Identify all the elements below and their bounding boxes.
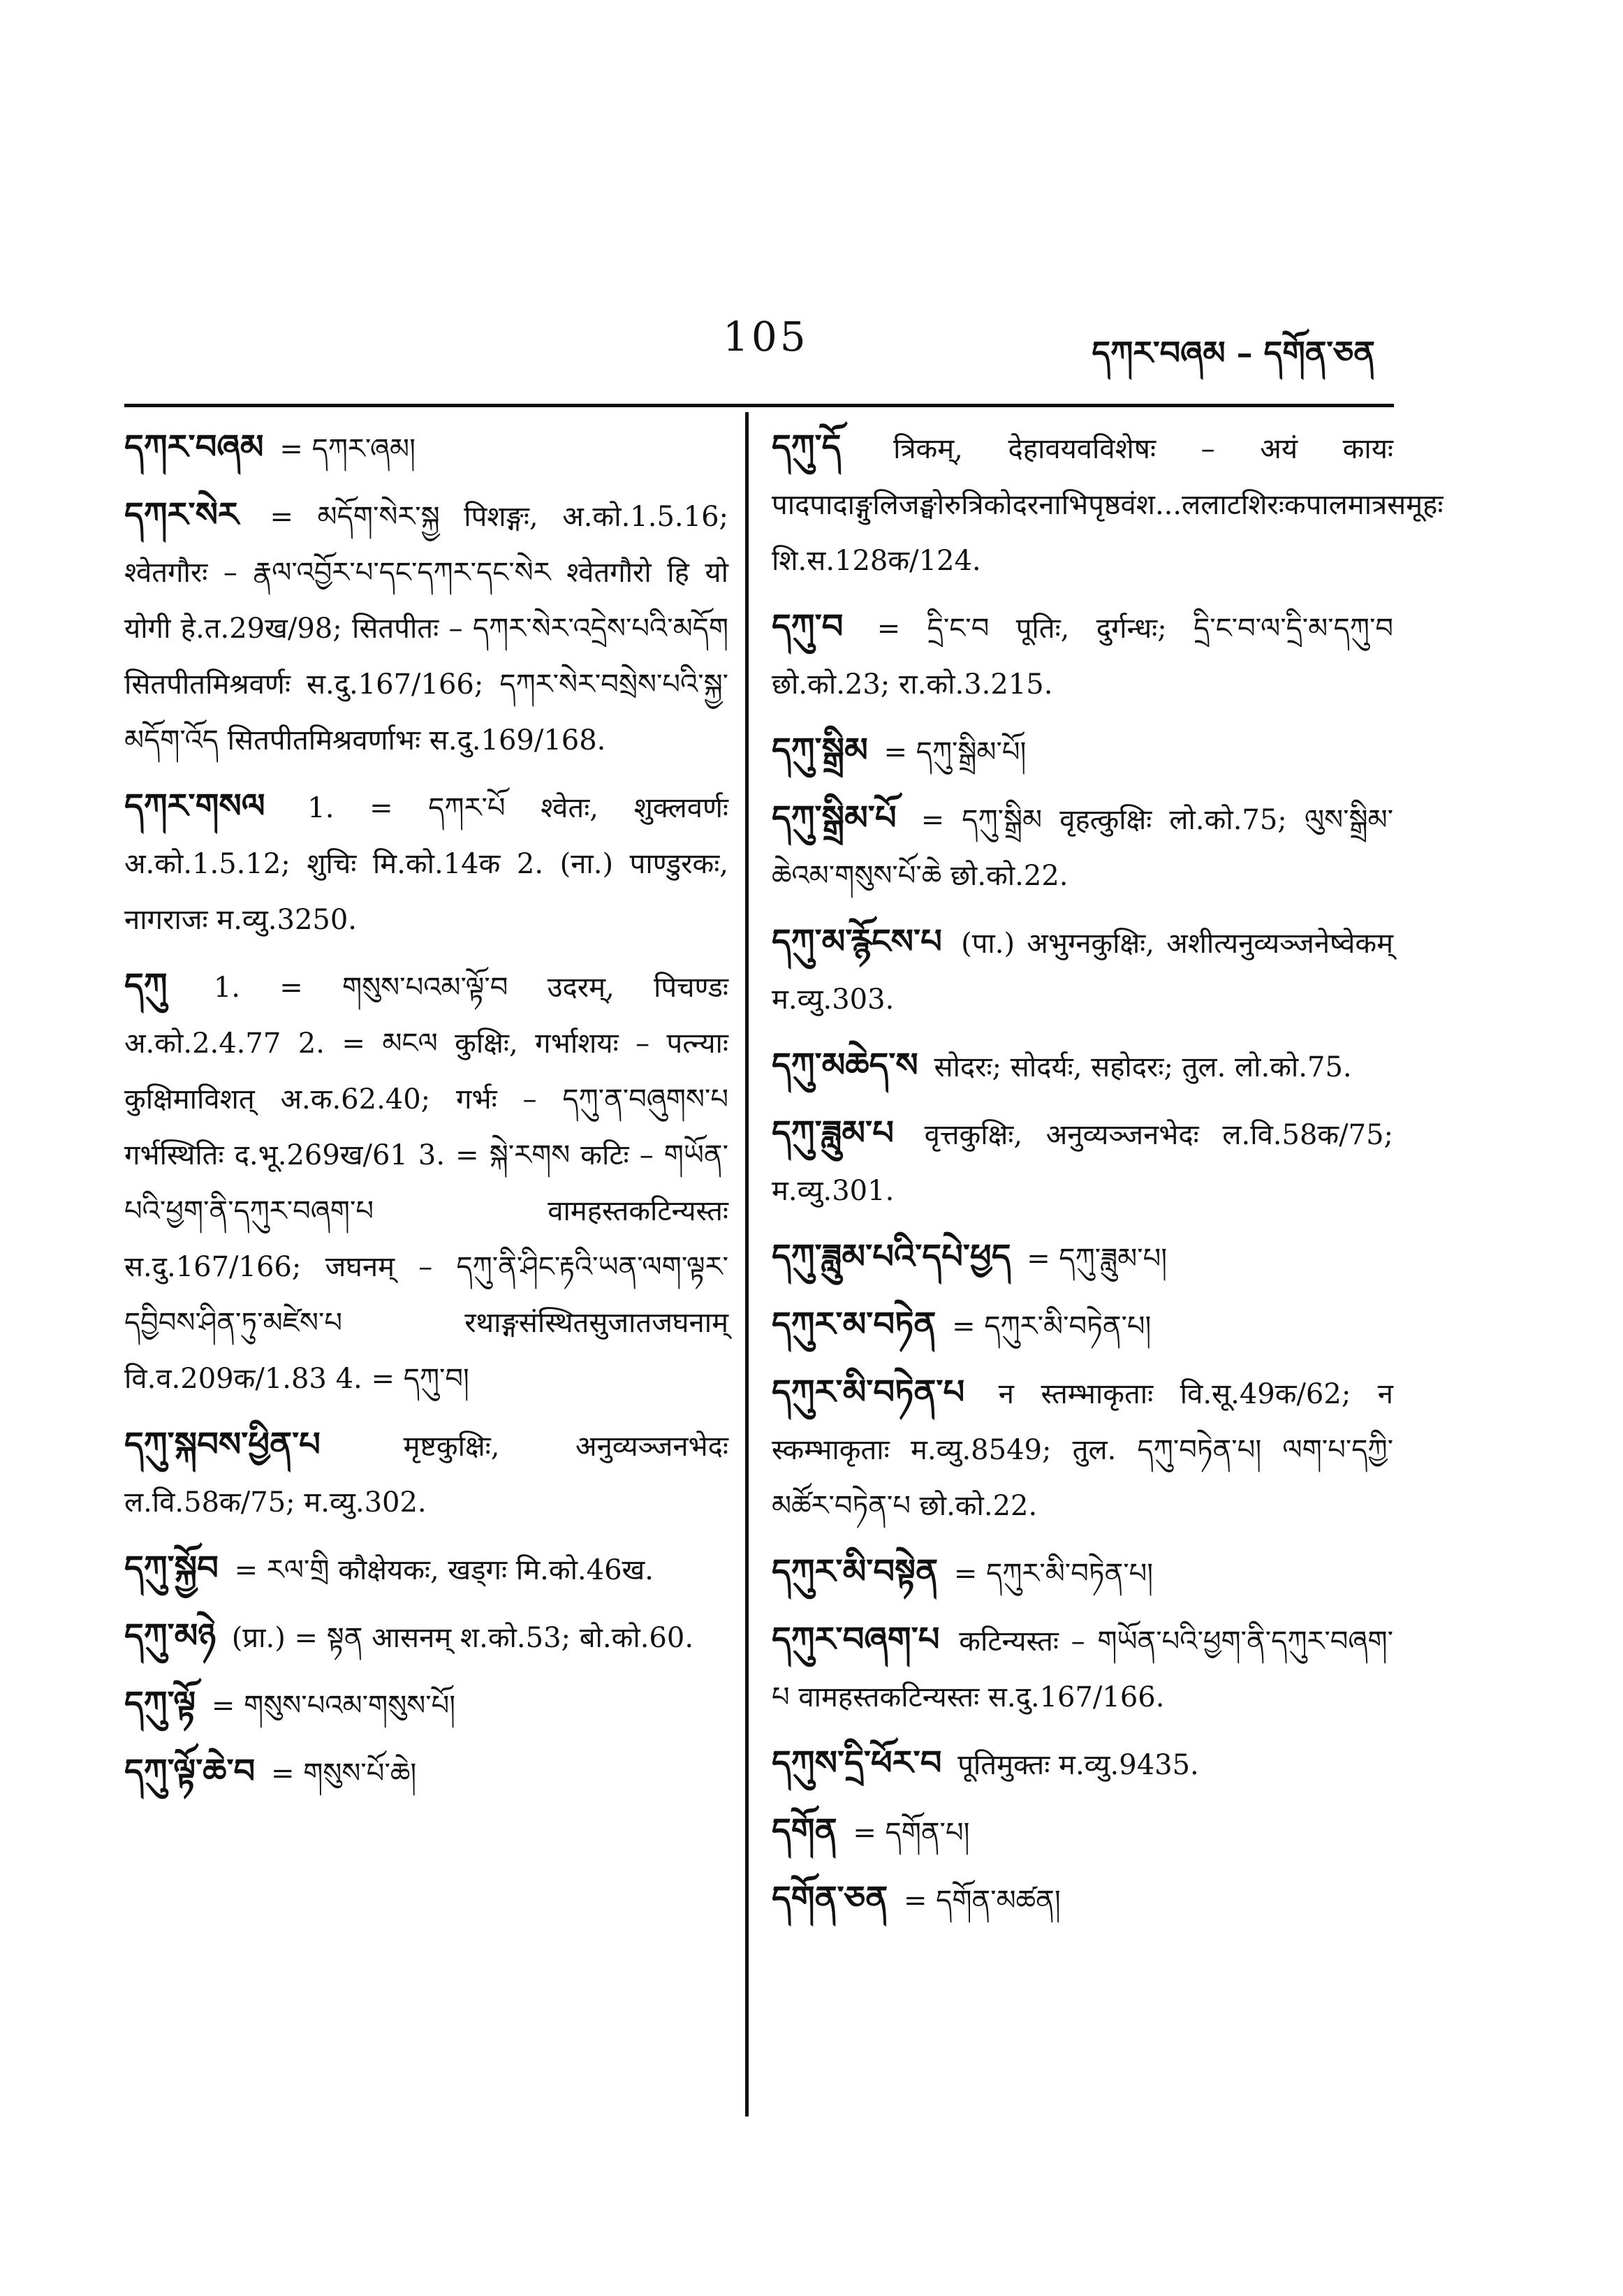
headword: དཀུ་མཆེད་ས	[772, 1046, 918, 1085]
dictionary-entry	[772, 1611, 1393, 1725]
headword: དཀུ་སྒྲིམ	[772, 731, 868, 770]
headword: དཀུ་སྒྲིམ་པོ	[772, 798, 897, 838]
dictionary-entry	[124, 1676, 728, 1734]
page-number: 105	[723, 313, 809, 360]
dictionary-entry	[772, 1364, 1393, 1534]
headword: དཀུ་ཟླུམ་པ	[772, 1113, 894, 1153]
dictionary-entry	[772, 1803, 1393, 1861]
entry-text: = དཀུ་སྒྲིམ वृहत्कुक्षिः लो.को.75; ལུས་སྒྲིམ་ཆེའམ་གསུས་པོ་ཆེ छो.को.22.	[772, 804, 1393, 892]
dictionary-entry	[772, 914, 1393, 1028]
headword: དཀར་བཞམ	[124, 427, 264, 467]
entry-text: = དགོན་མཚན།	[903, 1885, 1061, 1917]
dictionary-entry	[772, 1229, 1393, 1287]
dictionary-entry	[124, 1608, 728, 1666]
column-divider	[745, 412, 749, 2116]
dictionary-entry	[124, 1417, 728, 1530]
dictionary-entry	[124, 1540, 728, 1598]
dictionary-entry	[772, 722, 1393, 780]
headword: དཀུར་མ་བཏེན	[772, 1305, 937, 1344]
header-rule	[124, 404, 1394, 407]
headword: དཀུར་མི་བསྟེན	[772, 1552, 939, 1591]
entry-text: मृष्टकुक्षिः, अनुव्यञ्जनभेदः ल.वि.58क/75; म.व्यु.302.	[124, 1431, 728, 1519]
headword: དཀུ་ལྟོ་ཆེ་བ	[124, 1752, 256, 1791]
dictionary-entry	[772, 1544, 1393, 1602]
dictionary-entry	[772, 1296, 1393, 1354]
entry-text: = དྲི་ང་བ पूतिः, दुर्गन्धः; དྲི་ང་བ་ལ་དྲི་མ་དཀུ་བ छो.को.23; रा.को.3.215.	[772, 613, 1393, 701]
headword: དཀུར་མི་བཏེན་པ	[772, 1373, 965, 1412]
headword: དཀུར་བཞག་པ	[772, 1620, 940, 1659]
dictionary-entry	[772, 1871, 1393, 1929]
entry-text: (प्रा.) = སྟན आसनम् श.को.53; बो.को.60.	[231, 1622, 694, 1654]
headword: དཀུ་མཉེ	[124, 1616, 216, 1655]
headword: དཀུ་བ	[772, 607, 844, 646]
entry-text: = གསུས་པོ་ཆེ།	[271, 1757, 417, 1790]
headword: དཀུ་སྐྱོབ	[124, 1549, 219, 1588]
right-column	[772, 419, 1444, 1929]
entry-text: = མདོག་སེར་སྐྱ पिशङ्गः, अ.को.1.5.16; श्वेतगौरः – རྣལ་འབྱོར་པ་དང་དཀར་དང་སེར श्वेतगौरो हि यो योगी हे.त.29ख/98; सितपीतः – དཀར་སེར་འདྲེས་པའི་མདོག सितपीतमिश्रवर्णः स.दु.167/166; དཀར་སེར་བསྲེས་པའི་སྐྱ་མདོག་འོད सितपीतमिश्रवर्णाभः स.दु.169/168.	[124, 501, 728, 756]
headword: དཀུ་ལྟོ	[124, 1684, 196, 1723]
dictionary-entry	[124, 778, 728, 948]
entry-text: = རལ་གྲི कौक्षेयकः, खड्गः मि.को.46ख.	[234, 1554, 654, 1586]
headword: དཀུ་སྐབས་ཕྱིན་པ	[124, 1425, 321, 1464]
headword: དགོན་ཅན	[772, 1879, 888, 1918]
dictionary-entry	[772, 599, 1393, 712]
headword: དཀར་གསལ	[124, 787, 265, 826]
dictionary-entry	[124, 487, 728, 768]
entry-text: = དཀུར་མི་བཏེན་པ།	[952, 1310, 1152, 1343]
dictionary-entry	[772, 1735, 1393, 1793]
entry-text: = དགོན་པ།	[853, 1817, 970, 1849]
headword: དཀུ་མ་རྙོངས་པ	[772, 922, 942, 961]
dictionary-entry	[124, 1743, 728, 1801]
dictionary-entry	[772, 790, 1393, 904]
entry-text: पूतिमुक्तः म.व्यु.9435.	[957, 1749, 1199, 1781]
dictionary-entry	[772, 419, 1444, 589]
entry-text: कटिन्यस्तः – གཡོན་པའི་ཕྱག་ནི་དཀུར་བཞག་པ वामहस्तकटिन्यस्तः स.दु.167/166.	[772, 1625, 1393, 1713]
header-range: དཀར་བཞམ – དགོན་ཅན	[1092, 334, 1375, 372]
headword: དཀུ་དོ	[772, 427, 842, 467]
dictionary-entry	[772, 1105, 1393, 1219]
entry-text: = དཀར་ཞམ།	[279, 433, 416, 465]
entry-text: = དཀུ་སྒྲིམ་པོ།	[883, 736, 1027, 768]
entry-text: = གསུས་པའམ་གསུས་པོ།	[211, 1690, 456, 1722]
headword: དཀུ	[124, 966, 168, 1005]
entry-text: 1. = གསུས་པའམ་ལྟོ་བ उदरम्, पिचण्डः अ.को.2.4.77 2. = མངལ कुक्षिः, गर्भाशयः – पत्न्याः कुक्षिमाविशत् अ.क.62.40; गर्भः – དཀུ་ན་བཞུགས་པ गर्भस्थितिः द.भू.269ख/61 3. = སྐེ་རགས कटिः – གཡོན་པའི་ཕྱག་ནི་དཀུར་བཞག་པ वामहस्तकटिन्यस्तः स.दु.167/166; जघनम् – དཀུ་ནི་ཤིང་རྟའི་ཡན་ལག་ལྟར་དབྱིབས་ཤིན་ཏུ་མཛེས་པ रथाङ्गसंस्थितसुजातजघनाम् वि.व.209क/1.83 4. = དཀུ་བ།	[124, 972, 728, 1395]
entry-text: (पा.) अभुग्नकुक्षिः, अशीत्यनुव्यञ्जनेष्वेकम् म.व्यु.303.	[772, 928, 1394, 1016]
headword: དཀར་སེར	[124, 495, 239, 534]
headword: དཀུ་ཟླུམ་པའི་དཔེ་ཕྱད	[772, 1237, 1011, 1276]
entry-text: 1. = དཀར་པོ श्वेतः, शुक्लवर्णः अ.को.1.5.12; शुचिः मि.को.14क 2. (ना.) पाण्डुरकः, नागराजः म.व्यु.3250.	[124, 792, 728, 936]
entry-text: वृत्तकुक्षिः, अनुव्यञ्जनभेदः ल.वि.58क/75; म.व्यु.301.	[772, 1119, 1393, 1207]
dictionary-entry	[124, 419, 728, 477]
entry-text: सोदरः; सोदर्यः, सहोदरः; तुल. लो.को.75.	[934, 1051, 1352, 1083]
entry-text: त्रिकम्, देहावयवविशेषः – अयं कायः पादपादाङ्गुलिजङ्घोरुत्रिकोदरनाभिपृष्ठवंश...ललाटशिरःकपालमात्रसमूहः शि.स.128क/124.	[772, 433, 1444, 577]
headword: དགོན	[772, 1811, 837, 1850]
entry-text: = དཀུར་མི་བཏེན་པ།	[953, 1558, 1154, 1590]
left-column	[124, 419, 728, 1801]
dictionary-entry	[124, 958, 728, 1407]
dictionary-entry	[772, 1037, 1393, 1095]
entry-text: = དཀུ་ཟླུམ་པ།	[1027, 1243, 1168, 1275]
headword: དཀུས་དྲི་ཕོར་བ	[772, 1743, 942, 1783]
entry-text: न स्तम्भाकृताः वि.सू.49क/62; न स्कम्भाकृताः म.व्यु.8549; तुल. དཀུ་བཏེན་པ། ལག་པ་དཀྱི་མཚོར་བཏེན་པ छो.को.22.	[772, 1378, 1393, 1522]
